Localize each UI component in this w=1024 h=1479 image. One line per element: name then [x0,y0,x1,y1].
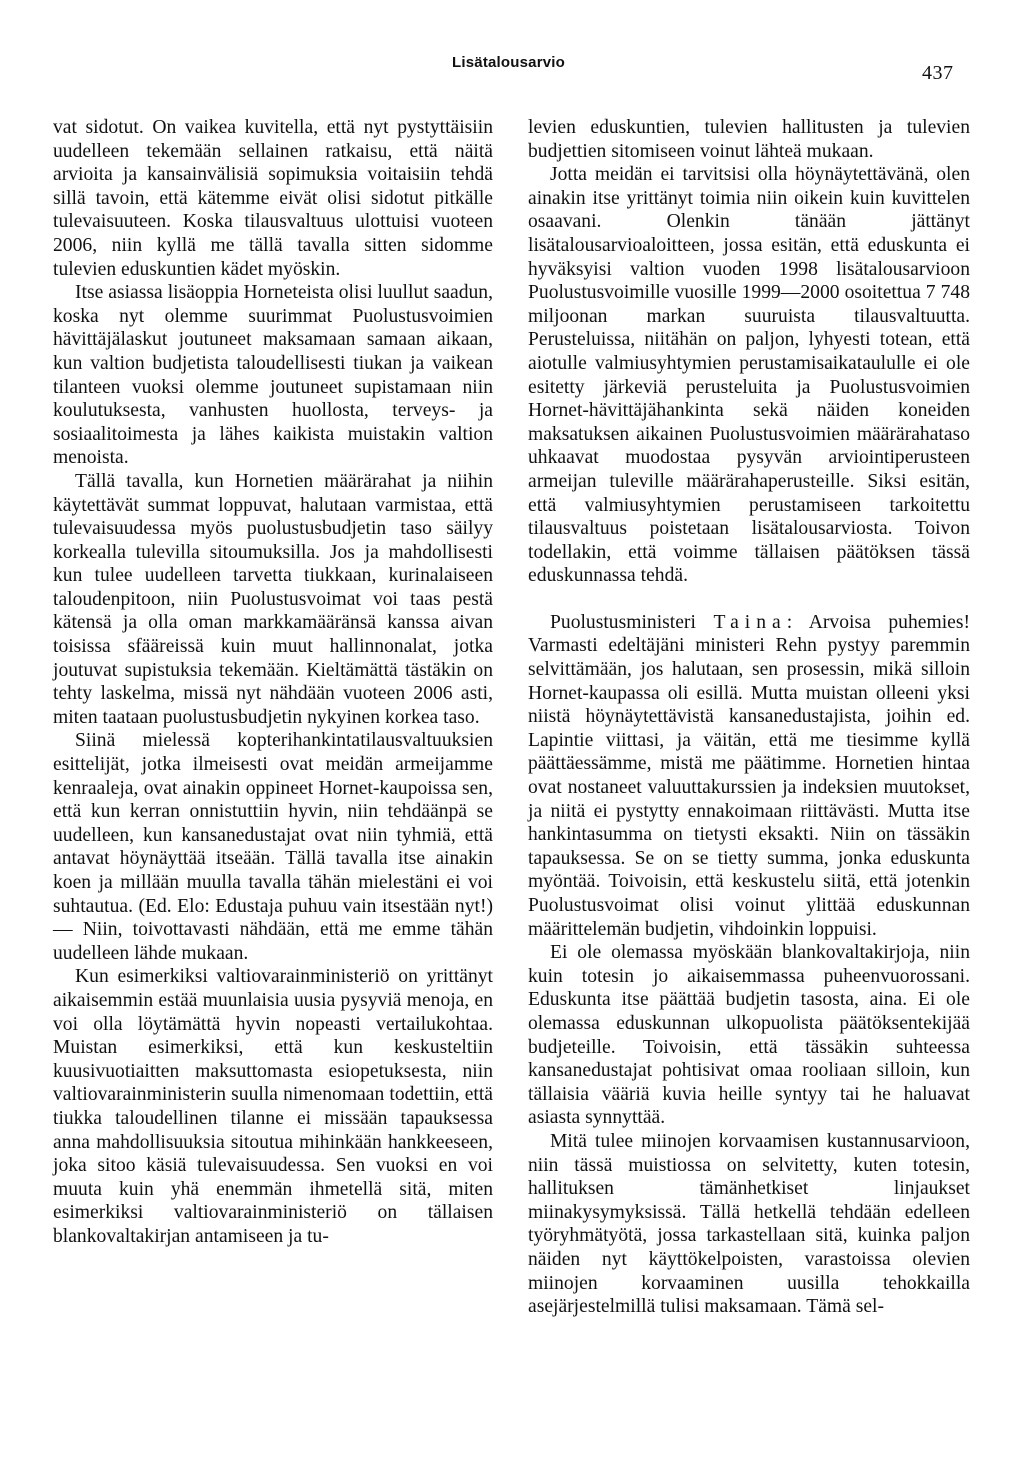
paragraph: Siinä mielessä kopterihankintatilausvaltuuksien esittelijät, jotka ilmeisesti ovat meidän armeijamme kenraaleja, ovat ainakin oppineet Hornet-kaupoissa sen, että kun kerran onnistuttiin hyvin, niin tehdäänpä se uudelleen, kun kansanedustajat ovat niin tyhmiä, että antavat höynäyttää itseään. Tällä tavalla itse ainakin koen ja millään muulla tavalla tähän mielestäni ei voi suhtautua. (Ed. Elo: Edustaja puhuu vain itsestään nyt!) — Niin, toivottavasti nähdään, että me emme tähän uudelleen lähde mukaan. [53,730,493,964]
page-header [0,54,1024,90]
paragraph: Jotta meidän ei tarvitsisi olla höynäytettävänä, olen ainakin itse yrittänyt toimia niin oikein kuin kuvittelen osaavani. Olenkin tänään jättänyt lisätalousarvioaloitteen, jossa esitän, että eduskunta ei hyväksyisi valtion vuoden 1998 lisätalousarvioon Puolustusvoimille vuosille 1999—2000 osoitettua 7 748 miljoonan markan suuruista tilausvaltuutta. Perusteluissa, niitähän on paljon, lyhyesti totean, että aiotulle valmiusyhtymien perustamisaikataululle ei ole esitetty järkeviä perusteluita ja Puolustusvoimien Hornet-hävittäjähankinta sekä näiden koneiden maksatuksen aikainen Puolustusvoimien määrärahataso uhkaavat muodostaa pysyvän arviointiperusteen armeijan tuleville määrärahaperusteille. Siksi esitän, että valmiusyhtymien perustamiseen tarkoitettu tilausvaltuus poistetaan lisätalousarviosta. Toivon todellakin, että voimme tällaisen päätöksen tässä eduskunnassa tehdä. [528,164,970,587]
speaker-title: Puolustusministeri [550,611,696,633]
speech-paragraph [528,611,970,941]
speaker-name: Taina [713,611,787,633]
paragraph: Mitä tulee miinojen korvaamisen kustannusarvioon, niin tässä muistiossa on selvitetty, kuten totesin, hallituksen tämänhetkiset linjaukset miinakysymyksissä. Tällä hetkellä tehdään edelleen työryhmätyötä, jossa tarkastellaan sitä, kuinka paljon näiden nyt käyttökelpoisten, varastoissa olevien miinojen korvaaminen uusilla tehokkailla asejärjestelmillä tulisi maksamaan. Tämä sel- [528,1130,970,1318]
paragraph: vat sidotut. On vaikea kuvitella, että nyt pystyttäisiin uudelleen tekemään sellainen ratkaisu, että näitä arvioita ja kansainvälisiä sopimuksia voitaisiin tehdä sillä tavoin, että kätemme eivät olisi sidotut pitkälle tulevaisuuteen. Koska tilausvaltuus ulottuisi vuoteen 2006, niin kyllä me tällä tavalla sitten sidomme tulevien eduskuntien kädet myöskin. [53,117,493,280]
left-column [53,116,493,1249]
right-column [528,116,970,1319]
paragraph: Itse asiassa lisäoppia Horneteista olisi luullut saadun, koska nyt olemme suurimmat Puolustusvoimien hävittäjälaskut joutuneet maksamaan samaan aikaan, kun valtion budjetista taloudellisesti tiukan ja vaikean tilanteen vuoksi olemme joutuneet supistamaan niin koulutuksesta, vanhusten huollosta, terveys- ja sosiaalitoimesta ja lähes kaikista muistakin valtion menoista. [53,282,493,469]
page-number: 437 [922,62,954,84]
paragraph: Kun esimerkiksi valtiovarainministeriö on yrittänyt aikaisemmin estää muunlaisia uusia pysyviä menoja, en voi olla löytämättä hyvin nopeasti vertailukohtaa. Muistan esimerkiksi, että kun keskusteltiin kuusivuotiaitten maksuttomasta esiopetuksesta, niin valtiovarainministerin suulla nimenomaan todettiin, että tiukka taloudellinen tilanne ei missään tapauksessa anna mahdollisuuksia sitoutua mihinkään hankkeeseen, joka sitoo käsiä tulevaisuudessa. Sen vuoksi en voi muuta kuin yhä enemmän ihmetellä sitä, miten esimerkiksi valtiovarainministeriö on tällaisen blankovaltakirjan antamiseen ja tu- [53,966,493,1247]
running-title: Lisätalousarvio [452,54,566,71]
paragraph: levien eduskuntien, tulevien hallitusten ja tulevien budjettien sitomiseen voinut lähteä mukaan. [528,117,970,162]
speech-text: : Arvoisa puhemies! Varmasti edeltäjäni ministeri Rehn pystyy paremmin selvittämään, jos halutaan, sen prosessin, mikä silloin Hornet-kaupassa oli esillä. Mutta muistan olleeni yksi niistä höynäytettävistä kansanedustajista, joihin ed. Lapintie viittasi, ja väitän, että me tiesimme kyllä päättäessämme, mistä me päätimme. Hornetien hintaa ovat nostaneet valuuttakurssien ja indeksien muutokset, ja niitä ei pystytty ennakoimaan riittävästi. Mutta itse hankintasumma on tietysti eksakti. Niin on tässäkin tapauksessa. Se on se tietty summa, jonka eduskunta myöntää. Toivoisin, että keskustelu siitä, että jotenkin Puolustusvoimat olisi voinut ylittää eduskunnan määrittelemän budjetin, vihdoinkin loppuisi. [528,611,970,940]
paragraph: Tällä tavalla, kun Hornetien määrärahat ja niihin käytettävät summat loppuvat, halutaan varmistaa, että tulevaisuudessa myös puolustusbudjetin taso säilyy korkealla tulevilla sitoumuksilla. Jos ja mahdollisesti kun tulee uudelleen tarvetta tiukkaan, kurinalaiseen taloudenpitoon, niin Puolustusvoimat voi taas pestä kätensä ja olla oman markkamääränsä kanssa aivan toisissa sfääreissä kuin muut hallinnonalat, jotka joutuvat supistuksia tekemään. Kieltämättä tästäkin on tehty laskelma, missä nyt nähdään vuoteen 2006 asti, miten taataan puolustusbudjetin nykyinen korkea taso. [53,470,493,728]
paragraph: Ei ole olemassa myöskään blankovaltakirjoja, niin kuin totesin jo aikaisemmassa puheenvuorossani. Eduskunta itse päättää budjetin tasosta, aina. Ei ole olemassa eduskunnan ulkopuolista päätöksentekijää budjeteille. Toivoisin, että tässäkin suhteessa kansanedustajat pohtisivat omaa rooliaan silloin, kun tällaisia vääriä kuvia heille syntyy tai he haluavat asiasta synnyttää. [528,942,970,1129]
